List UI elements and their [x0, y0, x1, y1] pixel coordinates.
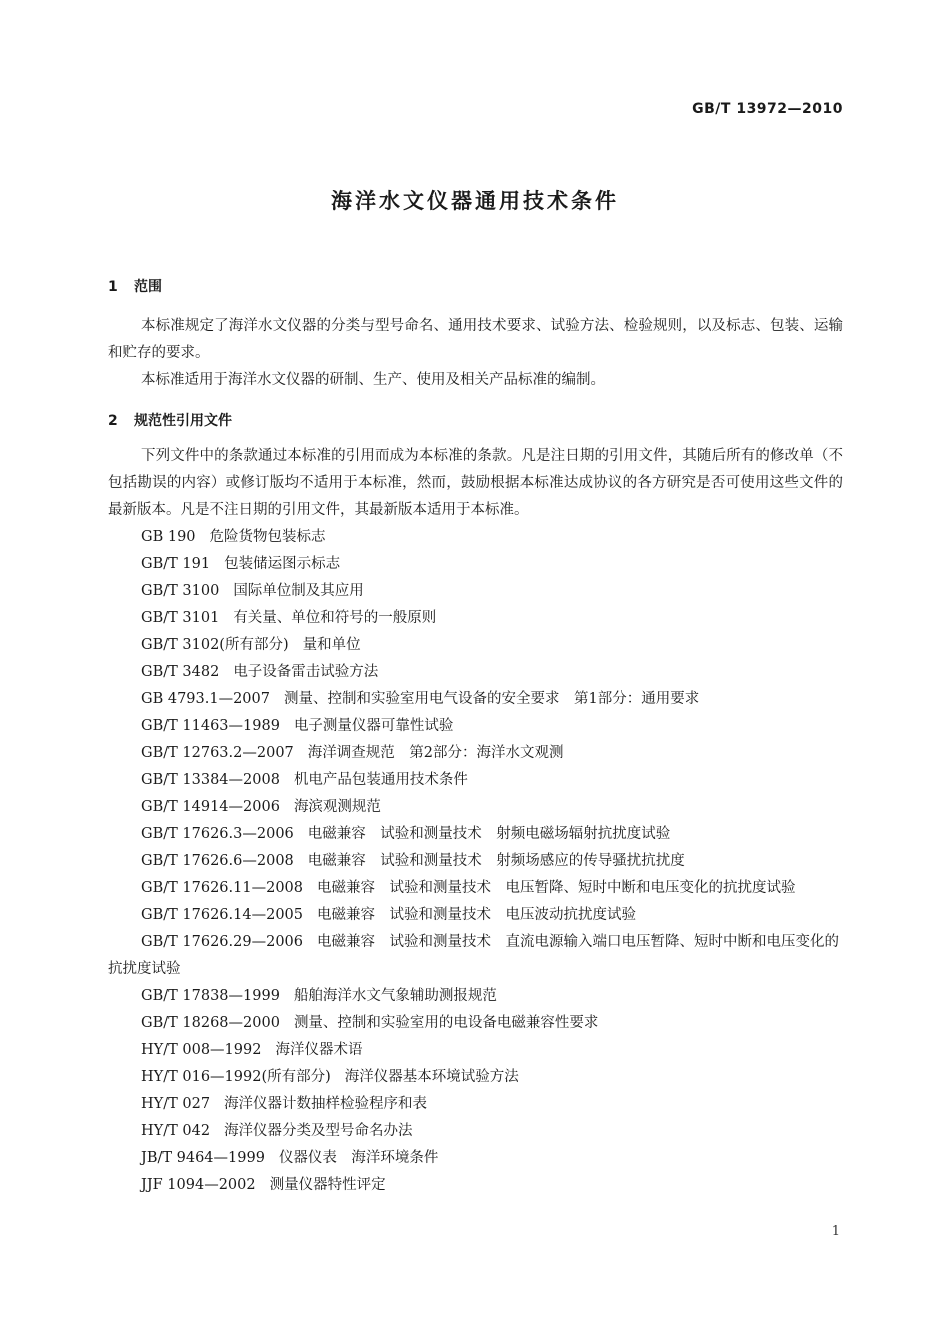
- reference-code: GB/T 17626.6—2008: [141, 853, 294, 869]
- reference-item: [108, 659, 843, 686]
- reference-code: GB/T 17838—1999: [141, 988, 280, 1004]
- reference-item: [108, 1064, 843, 1091]
- reference-title: 电磁兼容 试验和测量技术 电压暂降、短时中断和电压变化的抗扰度试验: [317, 880, 796, 896]
- reference-title: 海洋仪器分类及型号命名办法: [224, 1123, 413, 1139]
- reference-title: 海洋调查规范 第2部分：海洋水文观测: [307, 745, 564, 761]
- references-intro: 下列文件中的条款通过本标准的引用而成为本标准的条款。凡是注日期的引用文件，其随后所有的修改单（不包括勘误的内容）或修订版均不适用于本标准，然而，鼓励根据本标准达成协议的各方研究是否可使用这些文件的最新版本。凡是不注日期的引用文件，其最新版本适用于本标准。: [108, 448, 843, 518]
- reference-item: [108, 551, 843, 578]
- reference-item: [108, 713, 843, 740]
- section-2-number: 2: [108, 413, 118, 429]
- reference-code: GB/T 18268—2000: [141, 1015, 280, 1031]
- reference-code: GB/T 12763.2—2007: [141, 745, 294, 761]
- reference-title: 船舶海洋水文气象辅助测报规范: [293, 988, 497, 1004]
- reference-title: 量和单位: [302, 637, 361, 653]
- reference-code: JB/T 9464—1999: [141, 1150, 265, 1166]
- reference-code: GB/T 17626.11—2008: [141, 880, 303, 896]
- reference-title: 机电产品包装通用技术条件: [293, 772, 468, 788]
- section-2-title: 规范性引用文件: [134, 413, 232, 429]
- reference-title: 危险货物包装标志: [209, 529, 326, 545]
- reference-title: 海洋仪器基本环境试验方法: [344, 1069, 519, 1085]
- reference-title: 海洋仪器术语: [275, 1042, 363, 1058]
- reference-item: [108, 686, 843, 713]
- reference-title: 有关量、单位和符号的一般原则: [233, 610, 437, 626]
- reference-item: [108, 578, 843, 605]
- reference-code: HY/T 016—1992(所有部分): [141, 1069, 331, 1085]
- section-1-number: 1: [108, 279, 118, 295]
- reference-code: GB/T 17626.3—2006: [141, 826, 294, 842]
- reference-item: [108, 983, 843, 1010]
- reference-code: HY/T 042: [141, 1123, 211, 1139]
- reference-item: [108, 1010, 843, 1037]
- reference-title: 海洋仪器计数抽样检验程序和表: [224, 1096, 428, 1112]
- reference-item: [108, 794, 843, 821]
- reference-title: 包装储运图示标志: [224, 556, 341, 572]
- reference-item: [108, 821, 843, 848]
- reference-list: [108, 524, 843, 1199]
- reference-title: 电磁兼容 试验和测量技术 直流电源输入端口电压暂降、短时中断和电压变化的抗扰度试验: [108, 934, 839, 977]
- reference-title: 电子测量仪器可靠性试验: [293, 718, 454, 734]
- reference-item: [108, 1037, 843, 1064]
- reference-code: GB/T 14914—2006: [141, 799, 280, 815]
- reference-code: GB/T 13384—2008: [141, 772, 280, 788]
- reference-item: [108, 524, 843, 551]
- reference-title: 测量、控制和实验室用电气设备的安全要求 第1部分：通用要求: [284, 691, 700, 707]
- document-title: 海洋水文仪器通用技术条件: [331, 189, 619, 213]
- reference-title: 电子设备雷击试验方法: [233, 664, 379, 680]
- section-2-heading: [108, 410, 232, 430]
- reference-item: [108, 1091, 843, 1118]
- reference-title: 测量、控制和实验室用的电设备电磁兼容性要求: [293, 1015, 599, 1031]
- page-number: 1: [831, 1224, 840, 1239]
- reference-item: [108, 767, 843, 794]
- reference-title: 测量仪器特性评定: [269, 1177, 386, 1193]
- scope-paragraph-1: 本标准规定了海洋水文仪器的分类与型号命名、通用技术要求、试验方法、检验规则，以及标志、包装、运输和贮存的要求。: [108, 318, 843, 361]
- reference-code: GB/T 17626.29—2006: [141, 934, 303, 950]
- reference-title: 电磁兼容 试验和测量技术 电压波动抗扰度试验: [317, 907, 636, 923]
- reference-title: 仪器仪表 海洋环境条件: [278, 1150, 439, 1166]
- scope-paragraph-2: 本标准适用于海洋水文仪器的研制、生产、使用及相关产品标准的编制。: [141, 372, 605, 388]
- reference-item: [108, 1145, 843, 1172]
- reference-item: [108, 875, 843, 902]
- reference-code: GB/T 17626.14—2005: [141, 907, 303, 923]
- reference-item: [108, 848, 843, 875]
- reference-code: GB/T 191: [141, 556, 211, 572]
- reference-code: GB/T 11463—1989: [141, 718, 280, 734]
- reference-code: GB/T 3482: [141, 664, 220, 680]
- reference-code: GB/T 3100: [141, 583, 220, 599]
- reference-item: [108, 605, 843, 632]
- section-1-heading: [108, 276, 162, 296]
- reference-code: GB 190: [141, 529, 196, 545]
- reference-code: HY/T 027: [141, 1096, 211, 1112]
- reference-item: [108, 1172, 843, 1199]
- reference-code: HY/T 008—1992: [141, 1042, 262, 1058]
- reference-title: 国际单位制及其应用: [233, 583, 364, 599]
- reference-item: [108, 902, 843, 929]
- reference-code: GB/T 3102(所有部分): [141, 637, 289, 653]
- reference-item: [108, 929, 843, 983]
- standard-code: GB/T 13972—2010: [692, 101, 843, 117]
- reference-title: 海滨观测规范: [293, 799, 381, 815]
- reference-code: JJF 1094—2002: [141, 1177, 256, 1193]
- reference-item: [108, 740, 843, 767]
- reference-title: 电磁兼容 试验和测量技术 射频电磁场辐射抗扰度试验: [307, 826, 671, 842]
- reference-item: [108, 632, 843, 659]
- reference-title: 电磁兼容 试验和测量技术 射频场感应的传导骚扰抗扰度: [307, 853, 685, 869]
- section-1-title: 范围: [134, 279, 162, 295]
- reference-code: GB/T 3101: [141, 610, 220, 626]
- reference-code: GB 4793.1—2007: [141, 691, 270, 707]
- reference-item: [108, 1118, 843, 1145]
